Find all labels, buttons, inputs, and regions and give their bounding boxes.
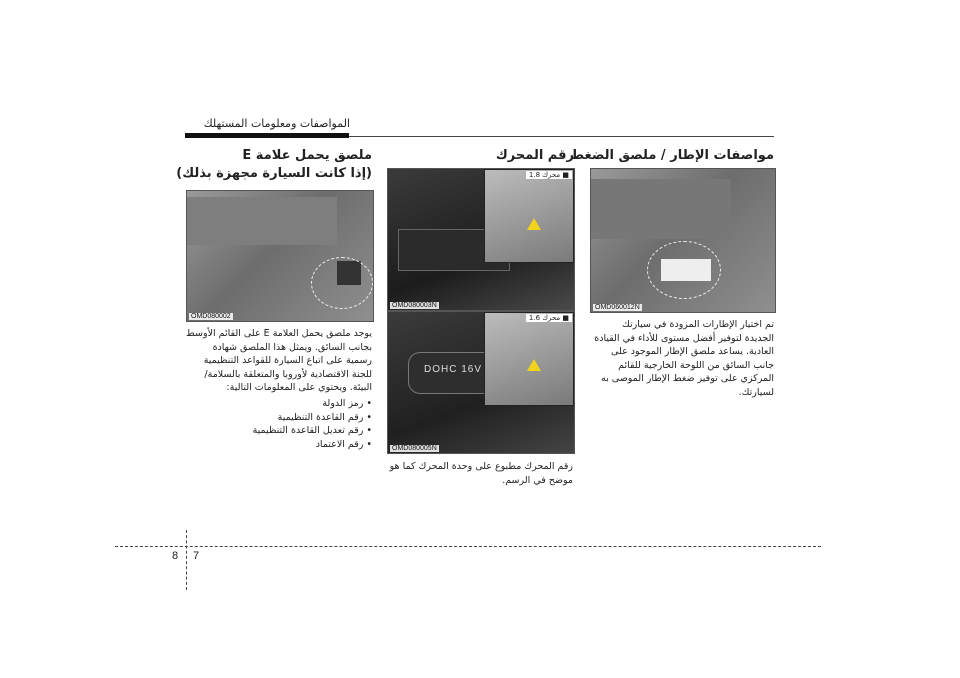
list-item: • رقم الاعتماد xyxy=(192,438,372,452)
engine-1-6-inset xyxy=(484,312,574,406)
engine-1-8-inset xyxy=(484,169,574,263)
page-number-left: 8 xyxy=(172,550,179,562)
arrow-icon xyxy=(527,218,541,230)
engine-1-6-image-code: OMD080005N xyxy=(392,445,437,452)
header-bar xyxy=(185,133,349,138)
tires-paragraph: تم اختيار الإطارات المزودة في سيارتك الجديدة لتوفير أفضل مستوى للأداء في القيادة العادية. يساعد ملصق الإطار الموجود على جانب السائق من اللوحة الخارجية للقائم المركزي على توفير ضغط الإطار الموصى به لسيارتك. xyxy=(594,319,774,398)
arrow-icon xyxy=(527,359,541,371)
engine-1-8-image-code: OMD080003N xyxy=(392,302,437,309)
tire-image-code: OMD060012N xyxy=(595,304,640,311)
footer-rule xyxy=(115,546,821,547)
label-bullet-list xyxy=(192,397,372,451)
tires-section-title: مواصفات الإطار / ملصق الضغط xyxy=(570,148,774,163)
label-section-subtitle: (إذا كانت السيارة مجهزة بذلك) xyxy=(176,166,372,181)
page-number-right: 7 xyxy=(193,550,200,562)
label-paragraph: يوجد ملصق يحمل العلامة E على القائم الأوسط بجانب السائق. ويمثل هذا الملصق شهادة رسمية على اتباع السيارة للقواعد التنظيمية للجنة الاقتصادية لأوروبا والمتعلقة بالسلامة/البيئة. ويحتوي على المعلومات التالية: xyxy=(186,328,372,393)
engine-1-8-tag: ■ محرك 1.8 xyxy=(526,171,572,179)
footer-divider xyxy=(186,530,187,590)
list-item: • رقم القاعدة التنظيمية xyxy=(192,411,372,425)
engine-1-6-photo xyxy=(387,311,575,454)
running-header: المواصفات ومعلومات المستهلك xyxy=(203,117,350,130)
list-item: • رقم تعديل القاعدة التنظيمية xyxy=(192,424,372,438)
engine-1-8-photo xyxy=(387,168,575,311)
e-label-image-code: OMD080002 xyxy=(191,313,231,320)
engine-paragraph: رقم المحرك مطبوع على وحدة المحرك كما هو موضح في الرسم. xyxy=(389,461,573,486)
header-rule xyxy=(349,136,774,137)
tire-label-photo xyxy=(590,168,776,313)
engine-badge: DOHC 16V xyxy=(424,364,483,375)
e-label-photo xyxy=(186,190,374,322)
label-section-title: ملصق يحمل علامة E xyxy=(242,148,372,163)
list-item: • رمز الدولة xyxy=(192,397,372,411)
engine-section-title: رقم المحرك xyxy=(495,148,574,163)
engine-1-6-tag: ■ محرك 1.6 xyxy=(526,314,572,322)
